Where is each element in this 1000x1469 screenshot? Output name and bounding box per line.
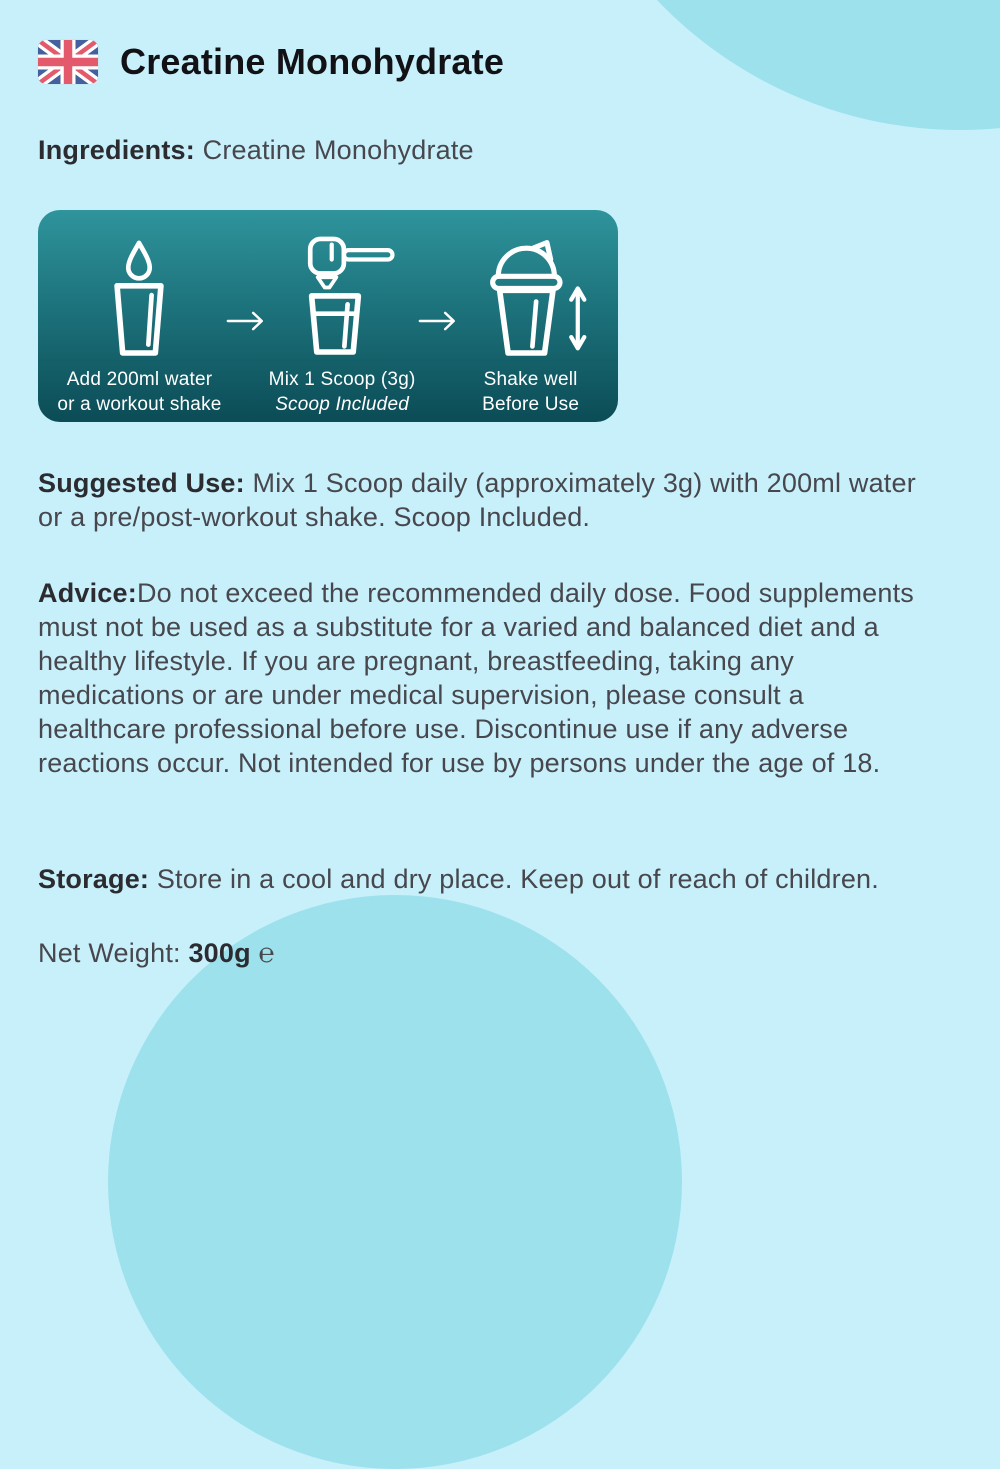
step-caption-line1: Shake well: [483, 369, 578, 390]
water-glass-icon: [97, 220, 181, 358]
step-caption: [57, 367, 221, 417]
uk-flag-icon: [38, 40, 98, 84]
advice-label: Advice:: [38, 578, 137, 608]
arrow-right-icon: [225, 220, 267, 422]
estimated-sign: ℮: [250, 938, 275, 968]
ingredients-value: Creatine Monohydrate: [194, 135, 474, 165]
usage-step-mix-scoop: [267, 220, 417, 422]
advice-text: Do not exceed the recommended daily dose. Food supplements must not be used as a substitute for a varied and balanced diet and a healthy lifestyle. If you are pregnant, breastfeeding, taking any medications or are under medical supervision, please consult a healthcare professional before use. Discontinue use if any adverse reactions occur. Not intended for use by persons under the age of 18.: [38, 578, 914, 778]
step-caption-line2: or a workout shake: [57, 394, 222, 415]
net-weight-label: Net Weight:: [38, 938, 189, 968]
page-title: Creatine Monohydrate: [120, 41, 505, 82]
suggested-use-text: Mix 1 Scoop daily (approximately 3g) with 200ml water or a pre/post-workout shake. Scoop Included.: [38, 468, 916, 532]
step-caption-line1: Add 200ml water: [66, 369, 213, 390]
step-caption: [269, 367, 416, 417]
step-caption-line2: Before Use: [482, 394, 580, 415]
usage-panel: [38, 210, 618, 422]
step-caption-line2: Scoop Included: [275, 394, 409, 415]
usage-step-add-water: [54, 220, 225, 422]
ingredients-label: Ingredients:: [38, 135, 195, 165]
step-caption: [482, 367, 579, 417]
usage-step-shake: [459, 220, 602, 422]
storage-paragraph: [38, 862, 968, 896]
suggested-use-label: Suggested Use:: [38, 468, 245, 498]
arrow-right-icon: [417, 220, 459, 422]
header: [38, 40, 504, 84]
storage-label: Storage:: [38, 864, 150, 894]
scoop-glass-icon: [285, 220, 399, 358]
step-caption-line1: Mix 1 Scoop (3g): [268, 369, 416, 390]
storage-text: Store in a cool and dry place. Keep out of reach of children.: [149, 864, 879, 894]
shaker-icon: [473, 220, 589, 358]
advice-paragraph: [38, 576, 930, 780]
ingredients-line: [38, 133, 938, 167]
suggested-use-paragraph: [38, 466, 922, 534]
net-weight-line: [38, 936, 638, 970]
net-weight-value: 300g: [188, 938, 251, 968]
